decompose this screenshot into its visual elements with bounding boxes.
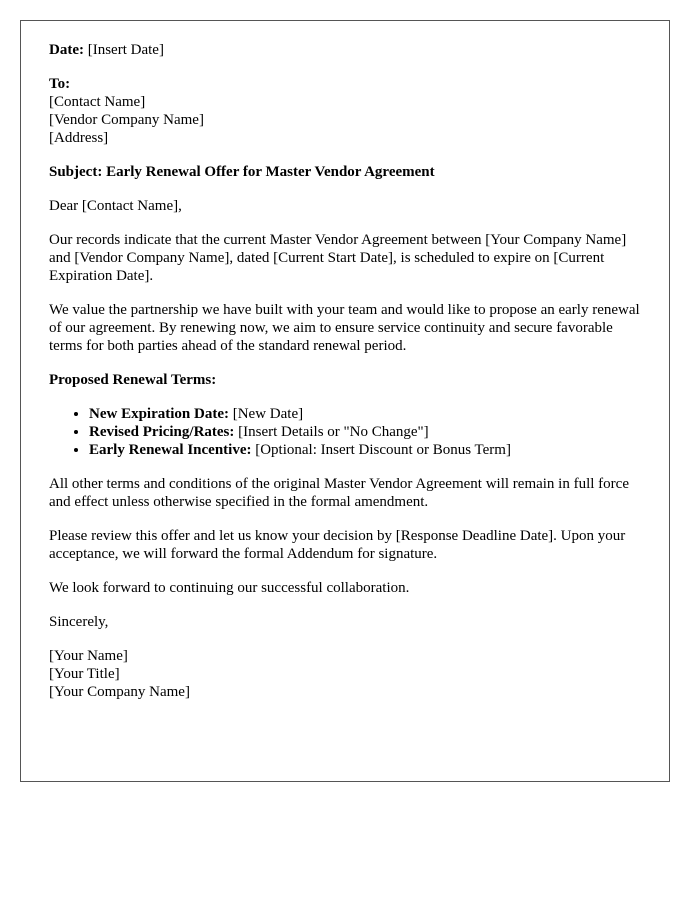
greeting: Dear [Contact Name], (49, 198, 182, 214)
body-paragraph-1: Our records indicate that the current Master Vendor Agreement between [Your Company Name] and [Vendor Company Name], dated [Current Start Date], is scheduled to expire on [Current Expiration Date]. (49, 232, 627, 284)
recipient-block (49, 75, 649, 147)
recipient-company: [Vendor Company Name] (49, 112, 204, 128)
signature-block (49, 647, 649, 701)
list-item (89, 423, 649, 441)
closing: Sincerely, (49, 614, 109, 630)
recipient-contact: [Contact Name] (49, 94, 146, 110)
term-label: New Expiration Date: (89, 406, 229, 422)
date-label: Date: (49, 42, 84, 58)
body-paragraph-4: Please review this offer and let us know your decision by [Response Deadline Date]. Upon your acceptance, we will forward the formal Addendum for signature. (49, 528, 626, 562)
body-paragraph-3: All other terms and conditions of the original Master Vendor Agreement will remain in full force and effect unless otherwise specified in the formal amendment. (49, 476, 629, 510)
term-value: [Optional: Insert Discount or Bonus Term] (255, 442, 511, 458)
list-item (89, 441, 649, 459)
term-value: [New Date] (232, 406, 304, 422)
body-paragraph-2: We value the partnership we have built with your team and would like to propose an early renewal of our agreement. By renewing now, we aim to ensure service continuity and secure favorable terms for both parties ahead of the standard renewal period. (49, 302, 640, 354)
signature-title: [Your Title] (49, 666, 120, 682)
letter-document (20, 20, 670, 782)
signature-company: [Your Company Name] (49, 684, 190, 700)
term-label: Early Renewal Incentive: (89, 442, 252, 458)
terms-heading: Proposed Renewal Terms: (49, 372, 217, 388)
date-line (49, 41, 649, 59)
recipient-address: [Address] (49, 130, 109, 146)
list-item (89, 405, 649, 423)
body-paragraph-5: We look forward to continuing our successful collaboration. (49, 580, 410, 596)
subject-line: Subject: Early Renewal Offer for Master Vendor Agreement (49, 164, 435, 180)
term-label: Revised Pricing/Rates: (89, 424, 235, 440)
to-label: To: (49, 76, 71, 92)
signature-name: [Your Name] (49, 648, 128, 664)
terms-list (49, 405, 649, 459)
term-value: [Insert Details or "No Change"] (238, 424, 429, 440)
date-value: [Insert Date] (87, 42, 164, 58)
